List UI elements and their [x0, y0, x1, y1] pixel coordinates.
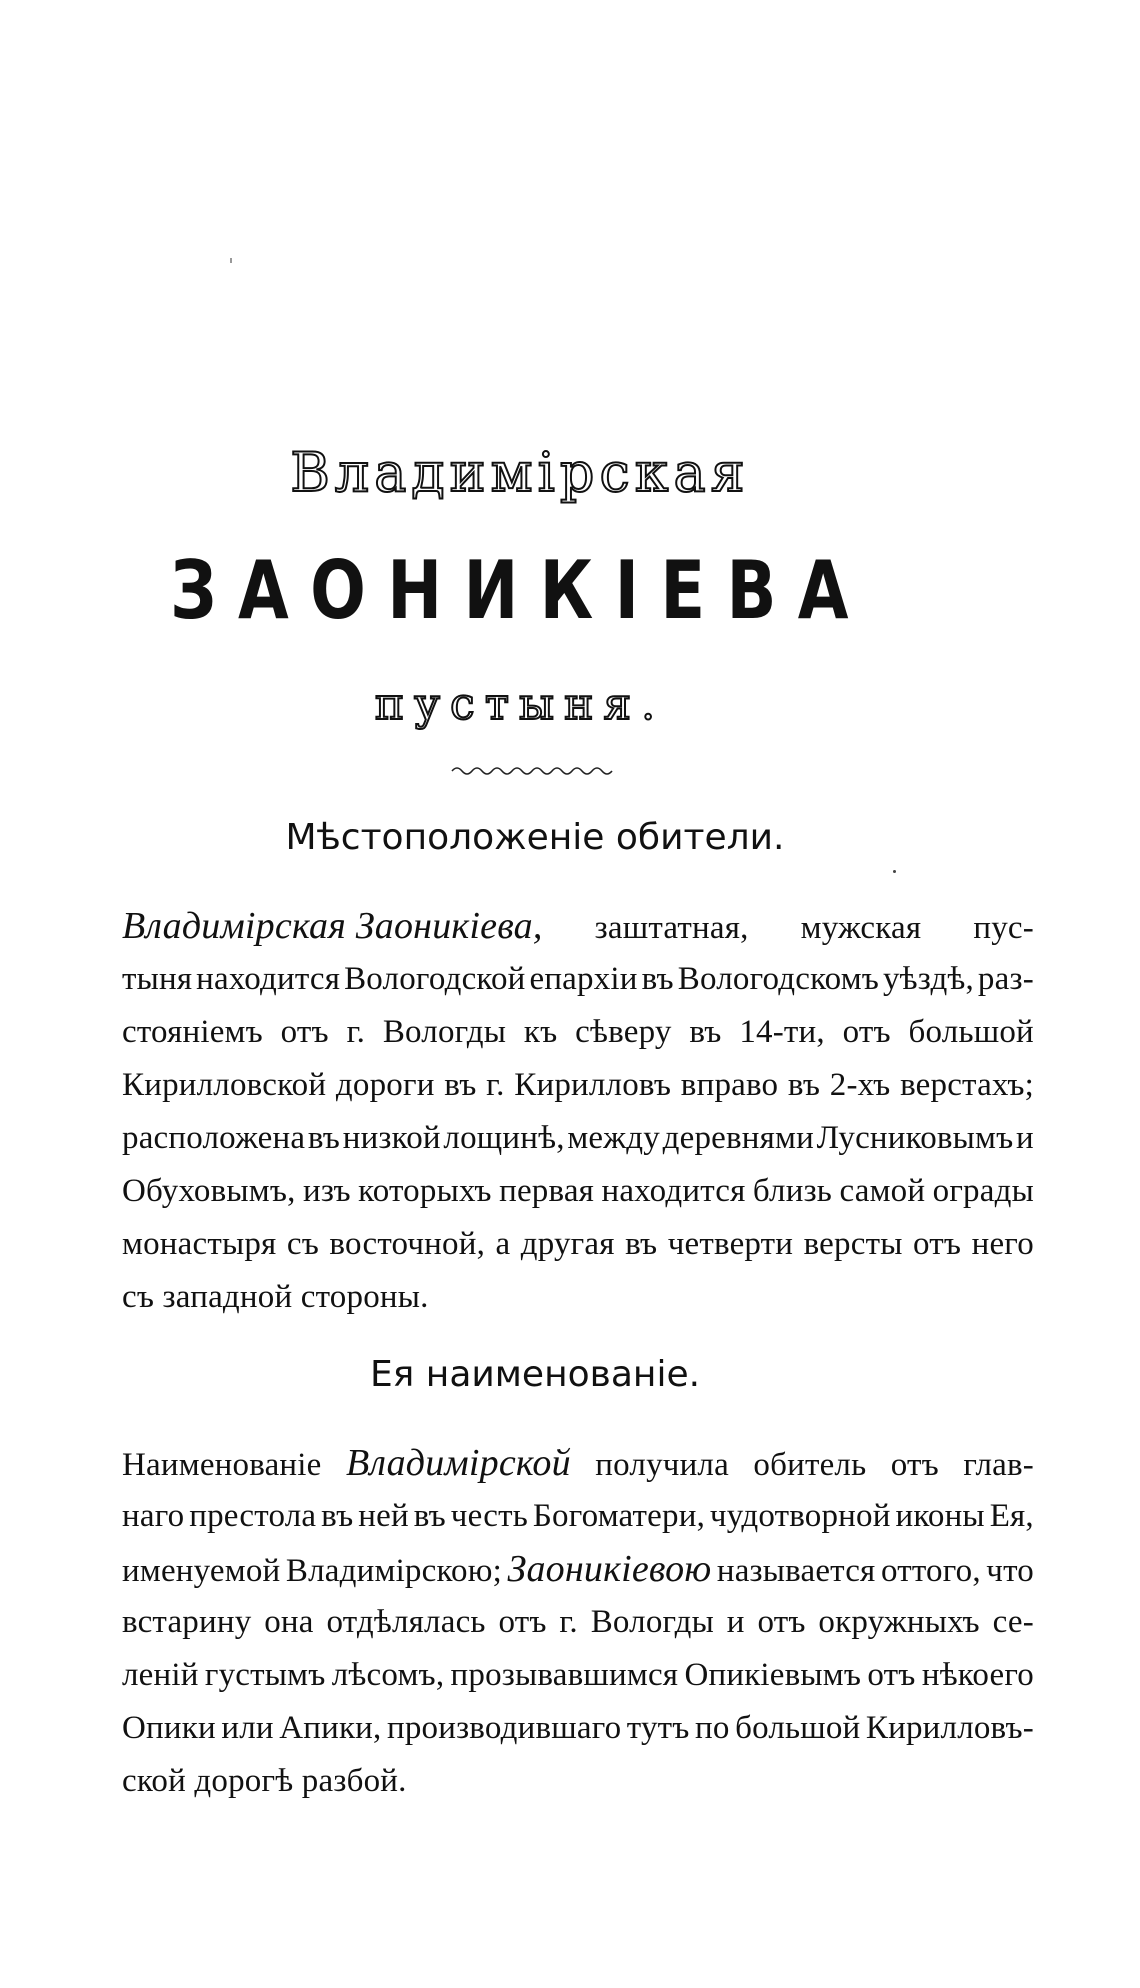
word: нѣкоего — [921, 1657, 1034, 1693]
word: г. — [559, 1604, 578, 1640]
word: Кирилловской — [122, 1067, 327, 1103]
text-line — [122, 1165, 1034, 1218]
italic-name: Заоникіевою — [507, 1548, 712, 1590]
word: расположена — [122, 1120, 306, 1156]
word: лѣсомъ, — [331, 1657, 445, 1693]
word: деревнями — [662, 1120, 814, 1156]
print-speck — [893, 870, 896, 873]
word: г. — [346, 1014, 366, 1050]
word: густымъ — [204, 1657, 326, 1693]
word: четверти — [667, 1226, 794, 1262]
word: большой — [908, 1014, 1034, 1050]
word: находится — [196, 961, 341, 997]
word: честь — [450, 1498, 528, 1534]
word: она — [264, 1604, 314, 1640]
word: лощинѣ, — [443, 1120, 565, 1156]
word: большой — [735, 1710, 861, 1746]
word: Вологодскомъ — [677, 961, 880, 997]
word: низкой — [342, 1120, 441, 1156]
word: ской дорогѣ разбой. — [122, 1763, 407, 1799]
word: глав- — [963, 1447, 1034, 1483]
word: прозывавшимся — [450, 1657, 679, 1693]
title-line-3: пустыня. — [374, 679, 666, 730]
text-line — [122, 1596, 1034, 1649]
word: се- — [992, 1604, 1034, 1640]
word: въ — [641, 961, 674, 997]
word: находится — [601, 1173, 746, 1209]
word: получила — [595, 1447, 729, 1483]
word: въ — [689, 1014, 722, 1050]
word: дороги — [335, 1067, 435, 1103]
text-line — [122, 1112, 1034, 1165]
word: отъ — [867, 1657, 916, 1693]
word: и — [726, 1604, 745, 1640]
word: называется — [716, 1553, 876, 1589]
word: чудотворной — [709, 1498, 891, 1534]
word: версты — [803, 1226, 903, 1262]
word: или — [221, 1710, 274, 1746]
text-line — [122, 900, 1034, 953]
word: отъ — [913, 1226, 962, 1262]
word: въ — [321, 1498, 354, 1534]
word: оттого, — [880, 1553, 981, 1589]
word: 2-хъ — [829, 1067, 891, 1103]
text-line — [122, 1271, 1034, 1324]
italic-name: Владимірской — [345, 1442, 571, 1484]
title-line-2: ЗАОНИКІЕВА — [170, 544, 870, 637]
section-heading-naming: Ея наименованіе. — [369, 1354, 701, 1395]
text-line — [122, 1702, 1034, 1755]
word: Кирилловъ — [514, 1067, 672, 1103]
text-line — [122, 1543, 1034, 1596]
word: отъ — [757, 1604, 806, 1640]
word: Лусниковымъ — [816, 1120, 1014, 1156]
word: отъ — [890, 1447, 939, 1483]
word: отдѣлялась — [326, 1604, 486, 1640]
word: Вологды — [382, 1014, 507, 1050]
word: г. — [486, 1067, 505, 1103]
word: раз- — [977, 961, 1034, 997]
word: восточной, — [329, 1226, 486, 1262]
title-line-1: Владимірская — [290, 441, 750, 504]
word: отъ — [842, 1014, 891, 1050]
word: монастыря — [122, 1226, 277, 1262]
word: Опикіевымъ — [684, 1657, 862, 1693]
word: отъ — [280, 1014, 329, 1050]
word: въ — [413, 1498, 446, 1534]
word: престола — [189, 1498, 317, 1534]
word: съ западной стороны. — [122, 1279, 429, 1315]
word: обитель — [753, 1447, 867, 1483]
word: мужская — [800, 910, 922, 946]
word: которыхъ — [358, 1173, 492, 1209]
word: Кирилловъ- — [865, 1710, 1034, 1746]
word: встарину — [122, 1604, 252, 1640]
paragraph-location — [122, 900, 1034, 1324]
word: другая — [520, 1226, 615, 1262]
paragraph-naming — [122, 1437, 1034, 1808]
word: къ — [523, 1014, 558, 1050]
text-line — [122, 953, 1034, 1006]
word: Опики — [122, 1710, 216, 1746]
word: тутъ — [626, 1710, 690, 1746]
text-line — [122, 1059, 1034, 1112]
word: именуемой — [122, 1553, 281, 1589]
word: самой — [839, 1173, 926, 1209]
word: первая — [499, 1173, 595, 1209]
word: заштатная, — [594, 910, 749, 946]
text-line — [122, 1755, 1034, 1808]
text-line — [122, 1006, 1034, 1059]
word: стояніемъ — [122, 1014, 263, 1050]
word: Вологды — [590, 1604, 714, 1640]
word: Ея, — [989, 1498, 1034, 1534]
text-line — [122, 1490, 1034, 1543]
word: и — [1016, 1120, 1034, 1156]
word: съ — [286, 1226, 319, 1262]
word: въ — [787, 1067, 821, 1103]
word: епархіи — [529, 961, 638, 997]
text-line — [122, 1437, 1034, 1490]
word: окружныхъ — [818, 1604, 980, 1640]
word: Обуховымъ, — [122, 1173, 296, 1209]
word: 14-ти, — [739, 1014, 825, 1050]
print-speck — [230, 258, 232, 263]
word: а — [495, 1226, 511, 1262]
word: вправо — [680, 1067, 779, 1103]
text-line — [122, 1218, 1034, 1271]
word: въ — [307, 1120, 341, 1156]
word: Апики, — [279, 1710, 382, 1746]
word: по — [695, 1710, 730, 1746]
word: отъ — [498, 1604, 547, 1640]
word: пус- — [973, 910, 1034, 946]
word: въ — [625, 1226, 658, 1262]
word: тыня — [122, 961, 193, 997]
section-heading-location: Мѣстоположеніе обители. — [285, 817, 785, 858]
word: ней — [358, 1498, 409, 1534]
word: Наименованіе — [122, 1447, 322, 1483]
word: леній — [122, 1657, 199, 1693]
word: ограды — [932, 1173, 1034, 1209]
word: Вологодской — [344, 961, 526, 997]
word: что — [986, 1553, 1034, 1589]
word: въ — [444, 1067, 477, 1103]
word: наго — [122, 1498, 185, 1534]
word: производившаго — [386, 1710, 622, 1746]
word: близь — [752, 1173, 833, 1209]
italic-name: Владимірская Заоникіева, — [122, 905, 543, 947]
wavy-divider-ornament — [450, 764, 616, 778]
word: уѣздѣ, — [882, 961, 974, 997]
word: Владимірскою; — [285, 1553, 502, 1589]
word: верстахъ; — [900, 1067, 1034, 1103]
word: иконы — [895, 1498, 985, 1534]
word: между — [567, 1120, 660, 1156]
word: него — [971, 1226, 1034, 1262]
word: изъ — [302, 1173, 351, 1209]
text-line — [122, 1649, 1034, 1702]
word: Богоматери, — [532, 1498, 706, 1534]
word: сѣверу — [575, 1014, 672, 1050]
